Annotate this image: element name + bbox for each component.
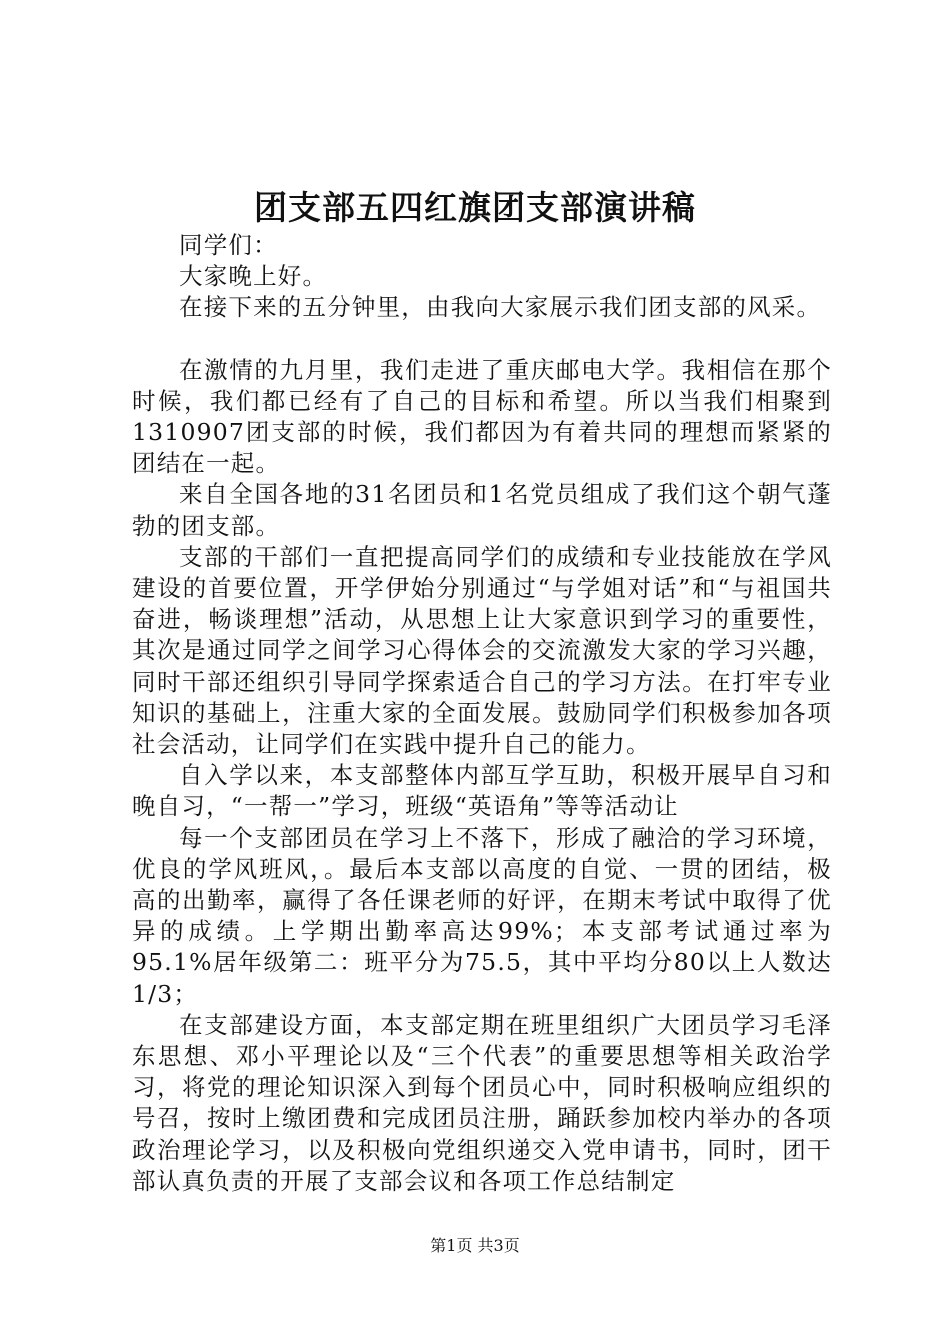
paragraph-results: 每一个支部团员在学习上不落下，形成了融洽的学习环境，优良的学风班风，。最后本支部以高度的自觉、一贯的团结，极高的出勤率，赢得了各任课老师的好评，在期末考试中取得了优异的成绩。上学期出勤率高达99%；本支部考试通过率为95.1%居年级第二：班平分为75.5，其中平均分80以上人数达1/3； [132,823,832,1008]
paragraph-good-evening: 大家晚上好。 [179,262,328,291]
paragraph-greeting: 同学们： [179,231,278,259]
paragraph-branch-building: 在支部建设方面，本支部定期在班里组织广大团员学习毛泽东思想、邓小平理论以及“三个代表”的重要思想等相关政治学习，将党的理论知识深入到每个团员心中，同时积极响应组织的号召，按时上缴团费和完成团员注册，踊跃参加校内举办的各项政治理论学习，以及积极向党组织递交入党申请书，同时，团干部认真负责的开展了支部会议和各项工作总结制定 [132,1010,832,1195]
paragraph-intro: 在接下来的五分钟里，由我向大家展示我们团支部的风采。 [179,293,822,322]
paragraph-september: 在激情的九月里，我们走进了重庆邮电大学。我相信在那个时候，我们都已经有了自己的目标和希望。所以当我们相聚到1310907团支部的时候，我们都因为有着共同的理想而紧紧的团结在一起。 [132,355,832,478]
paragraph-study-style: 支部的干部们一直把提高同学们的成绩和专业技能放在学风建设的首要位置，开学伊始分别通过“与学姐对话”和“与祖国共奋进，畅谈理想”活动，从思想上让大家意识到学习的重要性，其次是通过同学之间学习心得体会的交流激发大家的学习兴趣，同时干部还组织引导同学探索适合自己的学习方法。在打牢专业知识的基础上，注重大家的全面发展。鼓励同学们积极参加各项社会活动，让同学们在实践中提升自己的能力。 [132,542,832,759]
paragraph-mutual-help: 自入学以来，本支部整体内部互学互助，积极开展早自习和晚自习，“一帮一”学习，班级“英语角”等等活动让 [132,761,832,821]
document-title: 团支部五四红旗团支部演讲稿 [254,188,696,227]
document-body [132,230,832,1197]
page-footer: 第1页 共3页 [430,1236,520,1255]
paragraph-members: 来自全国各地的31名团员和1名党员组成了我们这个朝气蓬勃的团支部。 [132,480,832,540]
